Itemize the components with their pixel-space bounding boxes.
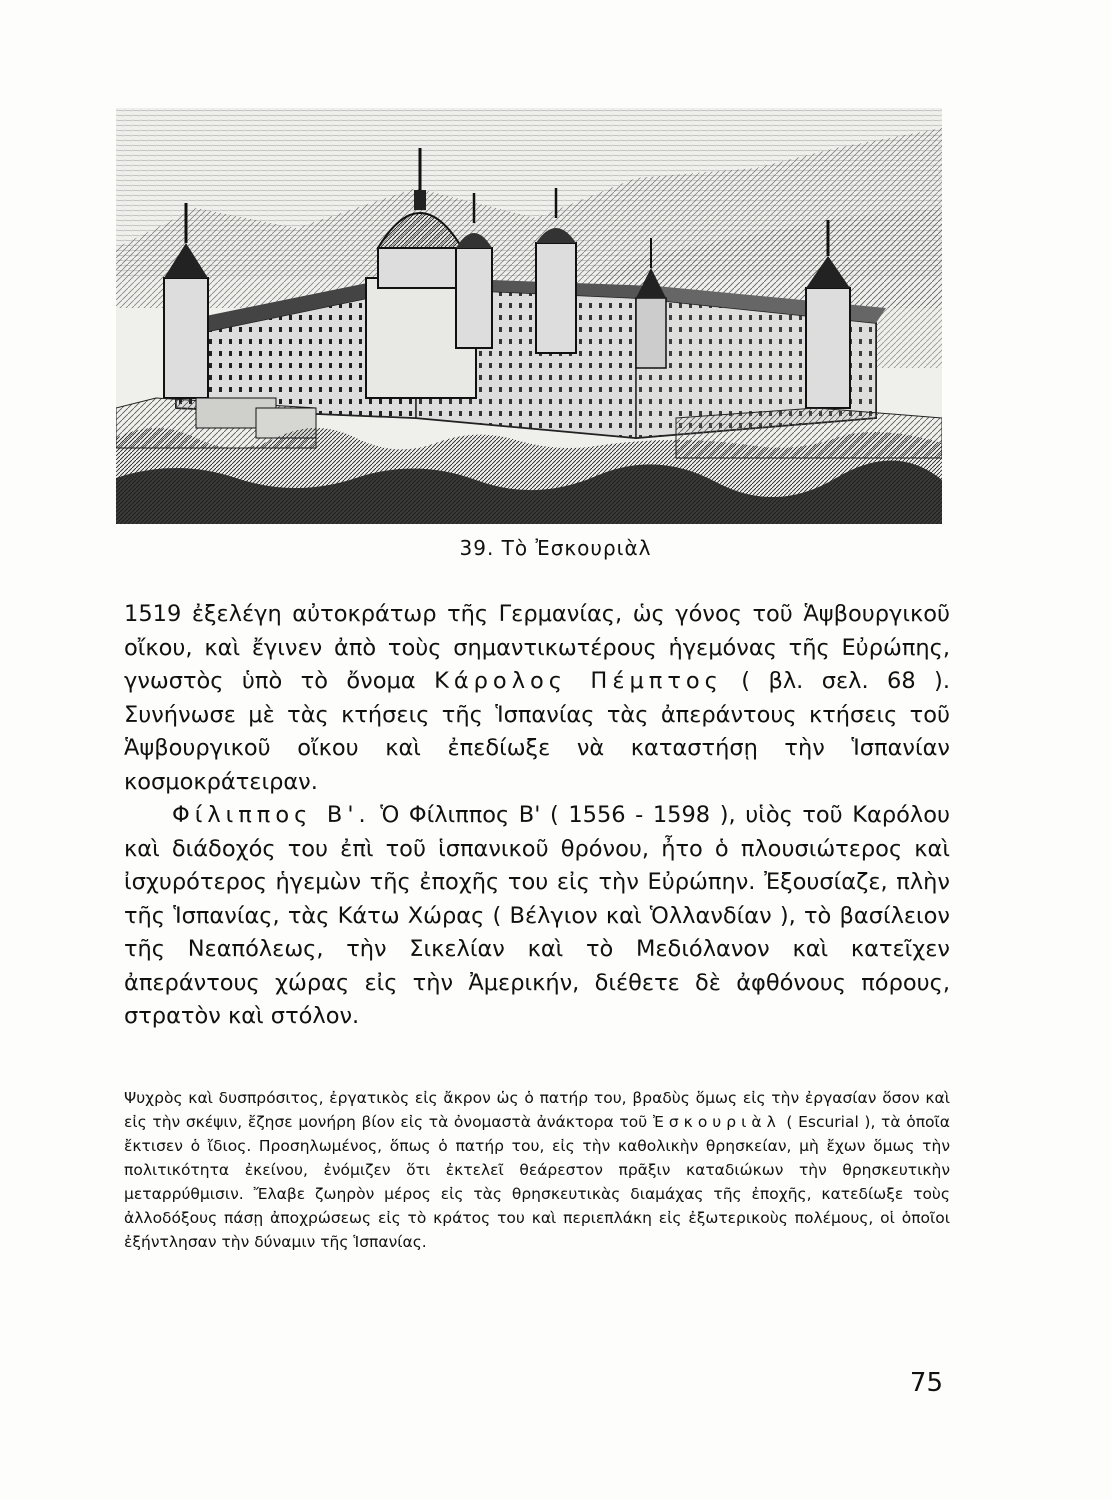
- section-heading-philip: Φίλιππος Β'.: [172, 802, 371, 828]
- paragraph-charles-rest: ( βλ. σελ. 68 ). Συνήνωσε μὲ τὰς κτήσεις τῆς Ἱσπανίας τὰς ἀπεράντους κτήσεις τοῦ Ἁψβουργικοῦ οἴκου καὶ ἐπεδίωξε νὰ καταστήσῃ τὴν Ἱσπανίαν κοσμοκράτειραν.: [124, 668, 950, 795]
- note-text-part1: Ψυχρὸς καὶ δυσπρόσιτος, ἐργατικὸς εἰς ἄκρον ὡς ὁ πατήρ του, βραδὺς ὅμως εἰς τὴν ἐργασίαν ὅσον καὶ εἰς τὴν σκέψιν, ἔζησε μονήρη βίον εἰς τὰ ὀνομαστὰ ἀνάκτορα τοῦ: [124, 1089, 950, 1131]
- page-number: 75: [909, 1368, 943, 1398]
- paragraph-charles-text: 1519 ἐξελέγη αὐτοκράτωρ τῆς Γερμανίας, ὡς γόνος τοῦ Ἁψβουργικοῦ οἴκου, καὶ ἔγινεν ἀπὸ τοὺς σημαντικωτέρους ἡγεμόνας τῆς Εὐρώπης, γνωστὸς ὑπὸ τὸ ὄνομα: [124, 601, 950, 694]
- paragraph-philip: [124, 799, 950, 1034]
- escorial-engraving: [116, 108, 942, 524]
- main-text: [124, 598, 950, 1034]
- paragraph-philip-text: Ὁ Φίλιππος Β' ( 1556 - 1598 ), υἱὸς τοῦ Καρόλου καὶ διάδοχός του ἐπὶ τοῦ ἱσπανικοῦ θρόνου, ἦτο ὁ πλουσιώτερος καὶ ἰσχυρότερος ἡγεμὼν τῆς ἐποχῆς του εἰς τὴν Εὐρώπην. Ἐξουσίαζε, πλὴν τῆς Ἱσπανίας, τὰς Κάτω Χώρας ( Βέλγιον καὶ Ὁλλανδίαν ), τὸ βασίλειον τῆς Νεαπόλεως, τὴν Σικελίαν καὶ τὸ Μεδιόλανον καὶ κατεῖχεν ἀπεράντους χώρας εἰς τὴν Ἀμερικήν, διέθετε δὲ ἀφθόνους πόρους, στρατὸν καὶ στόλον.: [124, 802, 951, 1029]
- figure-caption: 39. Τὸ Ἐσκουριὰλ: [459, 536, 652, 560]
- paragraph-charles: [124, 598, 950, 799]
- note-place-name: Ἐσκουριὰλ: [652, 1113, 781, 1131]
- emperor-name: Κάρολος Πέμπτος: [434, 668, 723, 694]
- note-paragraph: [124, 1086, 950, 1254]
- escorial-illustration: [116, 108, 942, 524]
- note-text: [124, 1086, 950, 1254]
- note-text-part2: ( Escurial ), τὰ ὁποῖα ἔκτισεν ὁ ἴδιος. Προσηλωμένος, ὅπως ὁ πατήρ του, εἰς τὴν καθολικὴν θρησκείαν, μὴ ἔχων ὅμως τὴν πολιτικότητα ἐκείνου, ἐνόμιζεν ὅτι ἐκτελεῖ θεάρεστον πρᾶξιν καταδιώκων τὴν θρησκευτικὴν μεταρρύθμισιν. Ἔλαβε ζωηρὸν μέρος εἰς τὰς θρησκευτικὰς διαμάχας τῆς ἐποχῆς, κατεδίωξε τοὺς ἀλλοδόξους πάσῃ ἀποχρώσεως εἰς τὸ κράτος του καὶ περιεπλάκη εἰς ἐξωτερικοὺς πολέμους, οἱ ὁποῖοι ἐξήντλησαν τὴν δύναμιν τῆς Ἱσπανίας.: [124, 1113, 951, 1251]
